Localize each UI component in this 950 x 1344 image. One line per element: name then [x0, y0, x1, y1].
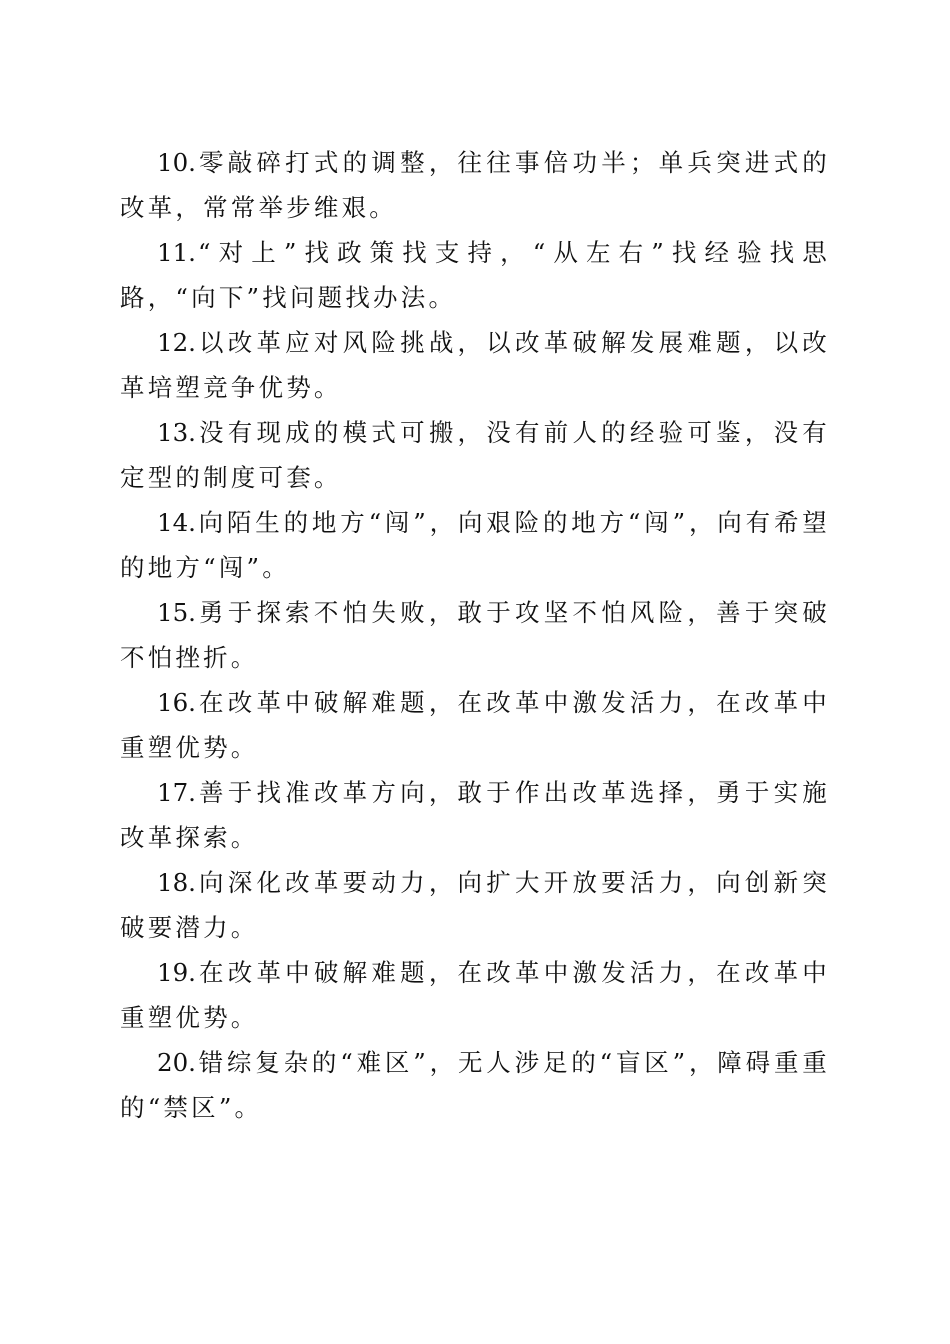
list-item	[120, 770, 830, 860]
item-number: 10.	[157, 148, 196, 177]
item-text: 在改革中破解难题，在改革中激发活力，在改革中重塑优势。	[120, 688, 830, 762]
item-text: “对上”找政策找支持，“从左右”找经验找思路，“向下”找问题找办法。	[120, 238, 830, 312]
list-item	[120, 590, 830, 680]
item-number: 17.	[157, 778, 196, 807]
item-number: 13.	[157, 418, 196, 447]
item-number: 12.	[157, 328, 196, 357]
item-text: 向陌生的地方“闯”，向艰险的地方“闯”，向有希望的地方“闯”。	[120, 508, 830, 582]
list-item	[120, 410, 830, 500]
item-number: 15.	[157, 598, 196, 627]
list-item	[120, 140, 830, 230]
item-text: 以改革应对风险挑战，以改革破解发展难题，以改革培塑竞争优势。	[120, 328, 830, 402]
item-text: 零敲碎打式的调整，往往事倍功半；单兵突进式的改革，常常举步维艰。	[120, 148, 830, 222]
list-item	[120, 230, 830, 320]
list-item	[120, 860, 830, 950]
item-text: 在改革中破解难题，在改革中激发活力，在改革中重塑优势。	[120, 958, 830, 1032]
list-item	[120, 680, 830, 770]
item-text: 错综复杂的“难区”，无人涉足的“盲区”，障碍重重的“禁区”。	[120, 1048, 830, 1122]
item-number: 19.	[157, 958, 196, 987]
item-text: 没有现成的模式可搬，没有前人的经验可鉴，没有定型的制度可套。	[120, 418, 830, 492]
list-item	[120, 1040, 830, 1130]
document-body	[120, 140, 830, 1130]
item-number: 11.	[157, 238, 196, 267]
item-number: 20.	[157, 1048, 196, 1077]
item-number: 14.	[157, 508, 196, 537]
item-number: 18.	[157, 868, 196, 897]
list-item	[120, 320, 830, 410]
item-text: 勇于探索不怕失败，敢于攻坚不怕风险，善于突破不怕挫折。	[120, 598, 830, 672]
item-number: 16.	[157, 688, 196, 717]
list-item	[120, 500, 830, 590]
item-text: 善于找准改革方向，敢于作出改革选择，勇于实施改革探索。	[120, 778, 830, 852]
list-item	[120, 950, 830, 1040]
item-text: 向深化改革要动力，向扩大开放要活力，向创新突破要潜力。	[120, 868, 830, 942]
